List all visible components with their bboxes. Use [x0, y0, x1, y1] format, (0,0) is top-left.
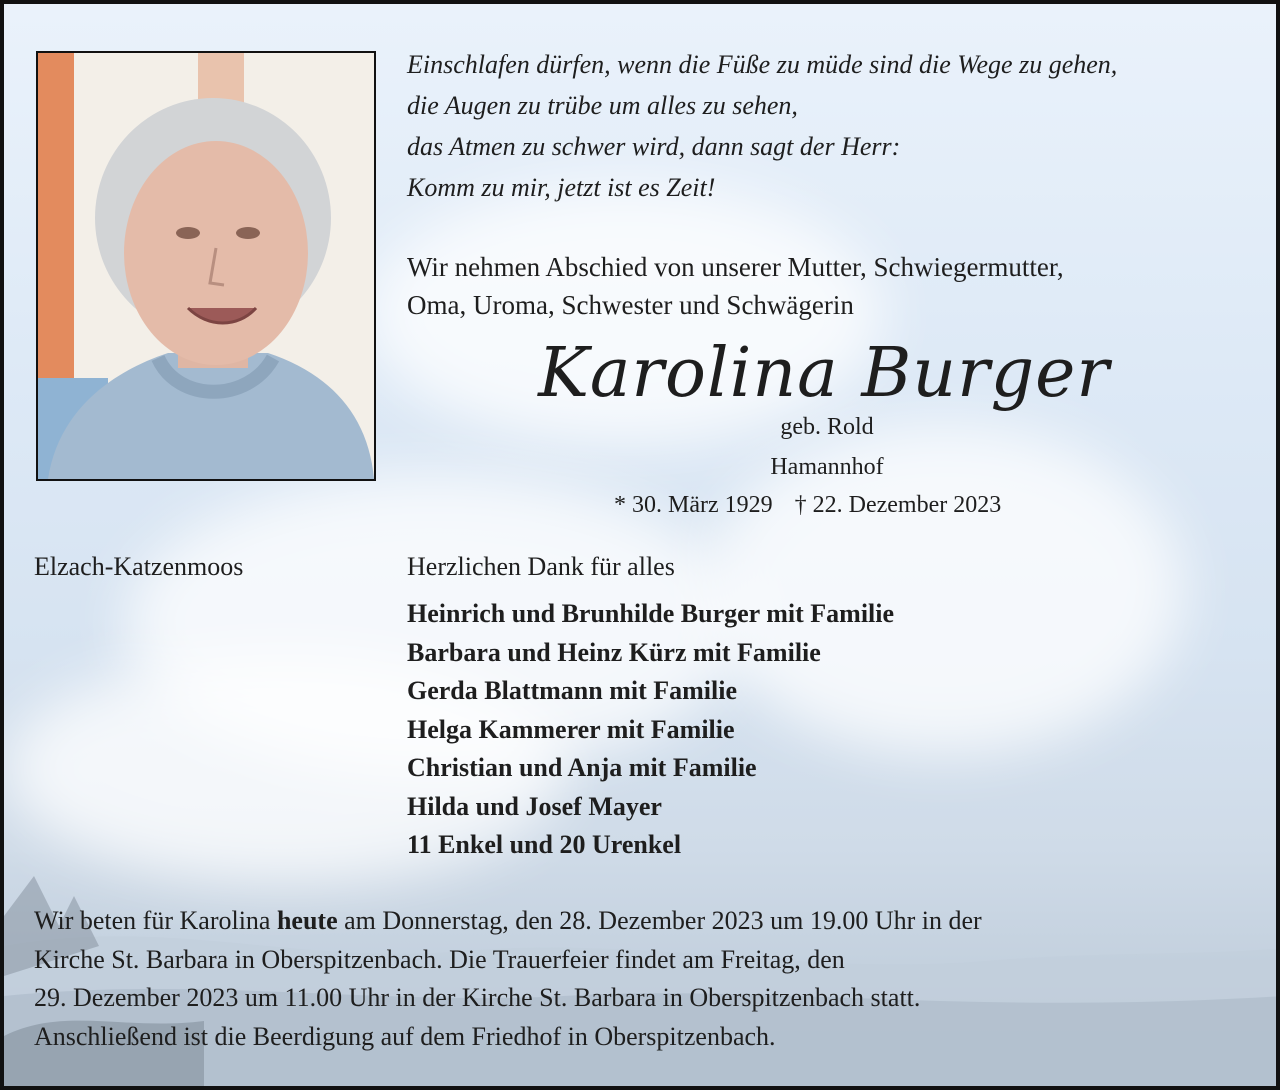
deceased-name: Karolina Burger	[538, 334, 1110, 413]
birth-date: * 30. März 1929	[614, 492, 773, 518]
service-text: am Donnerstag, den 28. Dezember 2023 um 19.00 Uhr in der	[337, 906, 982, 935]
mourner-entry: Gerda Blattmann mit Familie	[407, 676, 738, 705]
poem-line: Einschlafen dürfen, wenn die Füße zu müde sind die Wege zu gehen,	[407, 50, 1118, 79]
home-place: Hamannhof	[770, 454, 884, 480]
maiden-name: geb. Rold	[780, 414, 874, 440]
mourners-list	[407, 595, 894, 865]
service-line: Kirche St. Barbara in Oberspitzenbach. Die Trauerfeier findet am Freitag, den	[34, 944, 845, 974]
service-text: Wir beten für Karolina	[34, 906, 277, 935]
mourner-entry: Heinrich und Brunhilde Burger mit Familie	[407, 599, 895, 628]
farewell-line: Wir nehmen Abschied von unserer Mutter, Schwiegermutter,	[407, 252, 1064, 282]
poem	[407, 44, 1117, 208]
life-dates	[614, 492, 1001, 519]
death-date: † 22. Dezember 2023	[794, 492, 1002, 518]
farewell-text	[407, 248, 1064, 324]
farewell-line: Oma, Uroma, Schwester und Schwägerin	[407, 290, 854, 320]
portrait-image	[38, 53, 374, 479]
poem-line: Komm zu mir, jetzt ist es Zeit!	[407, 173, 716, 202]
service-line: 29. Dezember 2023 um 11.00 Uhr in der Kirche St. Barbara in Oberspitzenbach statt.	[34, 983, 921, 1012]
mourner-entry: 11 Enkel und 20 Urenkel	[407, 830, 682, 859]
service-highlight: heute	[276, 906, 338, 935]
service-line: Anschließend ist die Beerdigung auf dem Friedhof in Oberspitzenbach.	[34, 1021, 776, 1051]
portrait-photo	[36, 51, 376, 481]
place-name: Elzach-Katzenmoos	[34, 552, 244, 581]
service-line	[34, 902, 1254, 941]
thanks-text: Herzlichen Dank für alles	[407, 552, 675, 581]
poem-line: das Atmen zu schwer wird, dann sagt der Herr:	[407, 132, 901, 161]
mourner-entry: Christian und Anja mit Familie	[407, 753, 757, 782]
mourner-entry: Barbara und Heinz Kürz mit Familie	[407, 637, 821, 667]
mourner-entry: Hilda und Josef Mayer	[407, 791, 662, 821]
mourner-entry: Helga Kammerer mit Familie	[407, 714, 735, 744]
poem-line: die Augen zu trübe um alles zu sehen,	[407, 91, 798, 120]
service-info	[34, 902, 1254, 1056]
